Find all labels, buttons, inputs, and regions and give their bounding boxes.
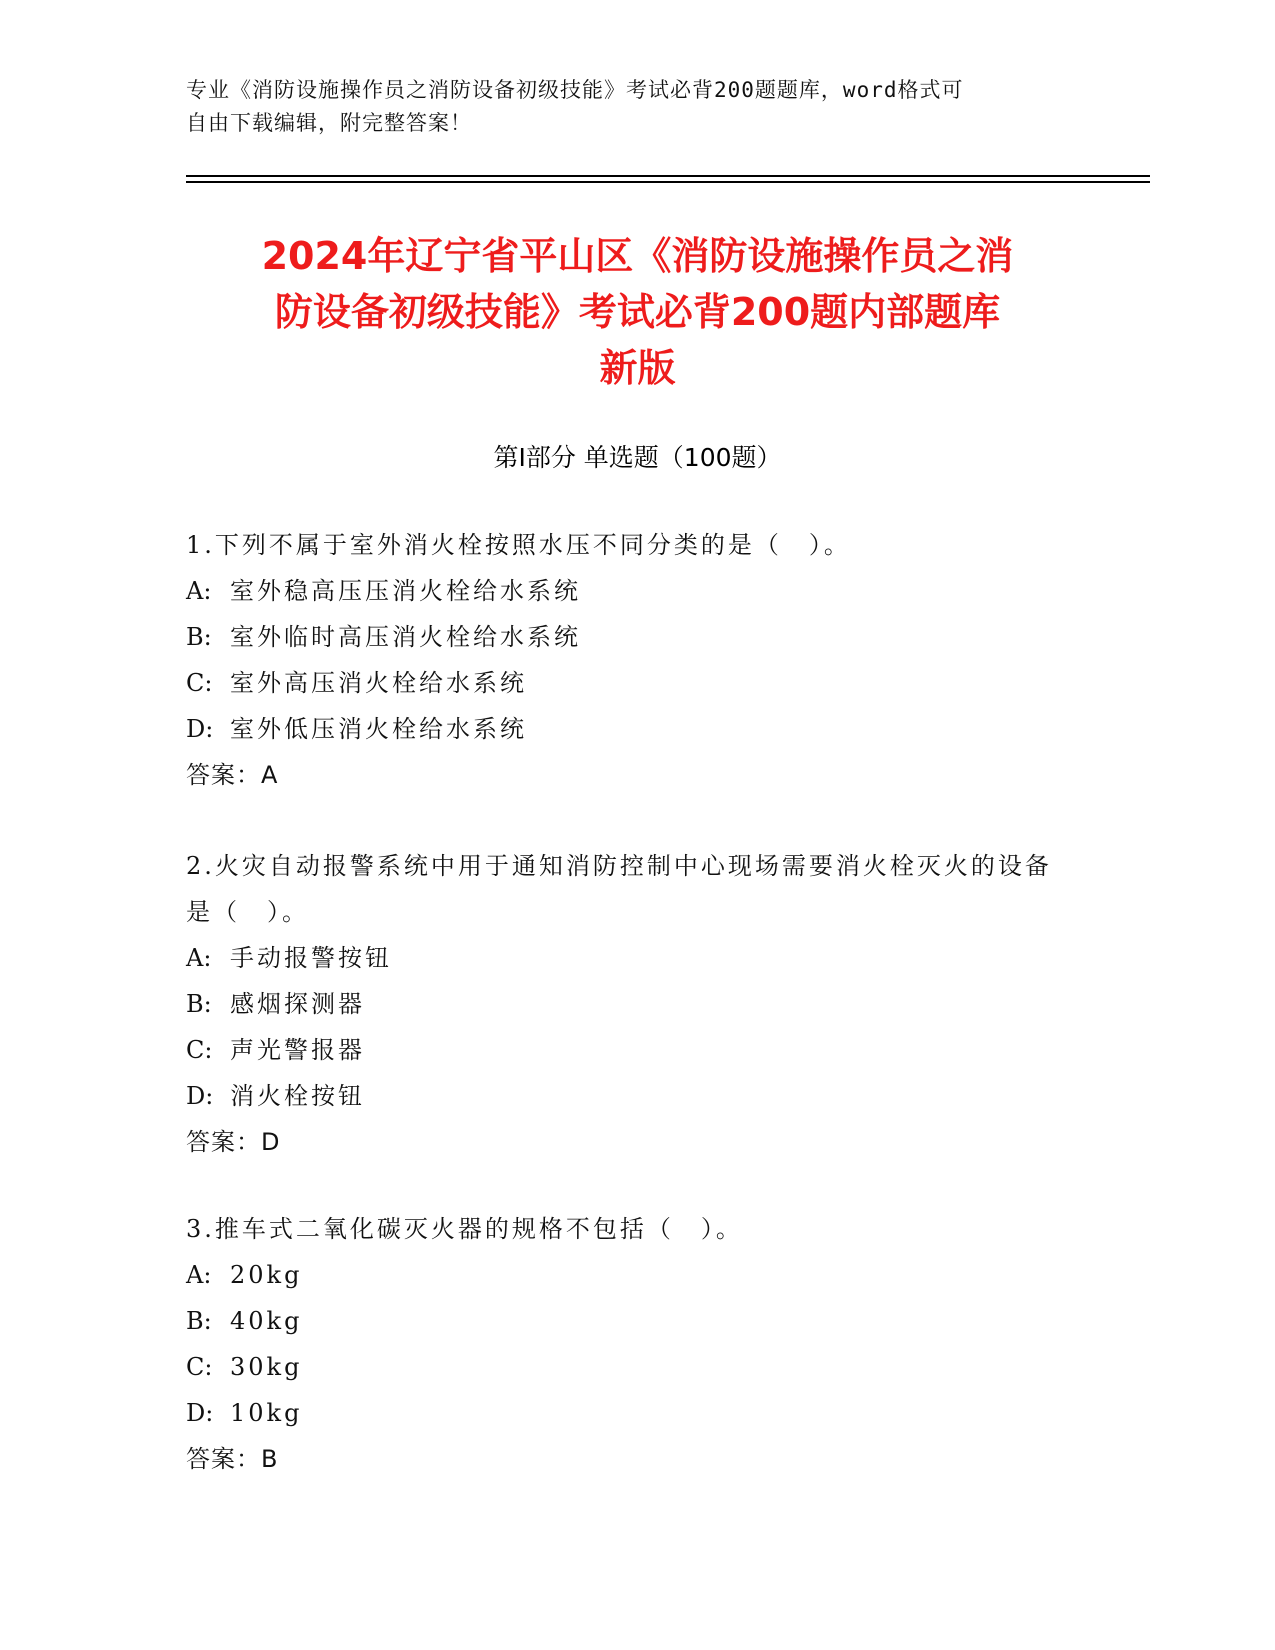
document-title-line-2: 防设备初级技能》考试必背200题内部题库 [274,290,1001,334]
option-text: 声光警报器 [230,1036,365,1064]
option-text: 室外低压消火栓给水系统 [230,715,527,743]
option-text: 手动报警按钮 [230,944,392,972]
header-divider-bottom [186,181,1150,183]
option-text: 室外高压消火栓给水系统 [230,669,527,697]
option-text: 20kg [230,1261,303,1289]
header-note [186,74,1086,140]
option-text: 10kg [230,1399,303,1427]
question-text: 2.火灾自动报警系统中用于通知消防控制中心现场需要消火栓灭火的设备是（ ）。 [186,852,1052,926]
option-b [186,1298,1066,1344]
header-note-line-2: 自由下载编辑，附完整答案！ [186,111,472,135]
option-text: 室外稳高压压消火栓给水系统 [230,577,581,605]
answer-label: 答案：D [186,1128,281,1156]
document-title-line-1: 2024年辽宁省平山区《消防设施操作员之消 [261,234,1014,278]
option-letter: C: [186,1353,213,1381]
option-letter: C: [186,669,213,697]
option-d [186,1390,1066,1436]
section-title: 第Ⅰ部分 单选题（100题） [493,443,782,472]
question-item [186,1206,1066,1482]
option-letter: B: [186,623,212,651]
option-letter: B: [186,990,212,1018]
question-item [186,843,1066,1165]
option-c [186,660,1066,706]
option-letter: D: [186,715,214,743]
option-c [186,1027,1066,1073]
option-b [186,614,1066,660]
option-text: 消火栓按钮 [230,1082,365,1110]
option-letter: D: [186,1399,214,1427]
option-letter: C: [186,1036,213,1064]
option-a [186,935,1066,981]
option-a [186,1252,1066,1298]
answer-label: 答案：B [186,1445,279,1473]
option-text: 40kg [230,1307,303,1335]
header-divider-top [186,175,1150,177]
option-b [186,981,1066,1027]
question-text: 3.推车式二氧化碳灭火器的规格不包括（ ）。 [186,1215,743,1243]
header-note-line-1: 专业《消防设施操作员之消防设备初级技能》考试必背200题题库，word格式可 [186,78,964,102]
option-d [186,1073,1066,1119]
option-letter: A: [186,944,212,972]
option-text: 30kg [230,1353,303,1381]
option-letter: D: [186,1082,214,1110]
question-text: 1.下列不属于室外消火栓按照水压不同分类的是（ ）。 [186,531,851,559]
document-title-line-3: 新版 [599,346,676,390]
answer-label: 答案：A [186,761,279,789]
option-text: 感烟探测器 [230,990,365,1018]
option-a [186,568,1066,614]
document-title [150,228,1125,396]
option-letter: B: [186,1307,212,1335]
question-item [186,522,1066,798]
option-d [186,706,1066,752]
option-letter: A: [186,1261,212,1289]
option-c [186,1344,1066,1390]
option-letter: A: [186,577,212,605]
option-text: 室外临时高压消火栓给水系统 [230,623,581,651]
